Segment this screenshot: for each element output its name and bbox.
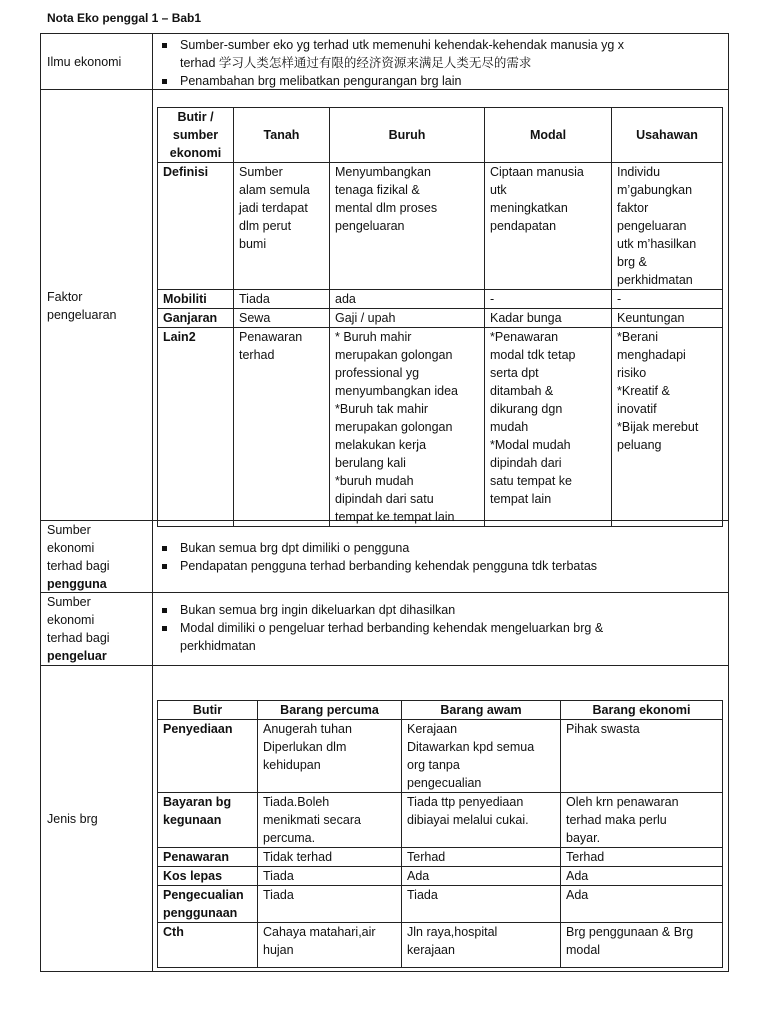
column-header: Barang awam	[402, 701, 561, 720]
table-cell: Tiada ttp penyediaan dibiayai melalui cukai.	[402, 793, 561, 848]
table-cell: -	[485, 290, 612, 309]
table-cell: * Buruh mahir merupakan golongan professional yg menyumbangkan idea *Buruh tak mahir merupakan golongan melakukan kerja berulang kali *buruh mudah dipindah dari satu tempat ke tempat lain	[330, 328, 485, 527]
row-label-sumber-pengeluar	[47, 593, 147, 665]
faktor-pengeluaran-table	[157, 107, 723, 527]
row-header-cell: Lain2	[158, 328, 234, 527]
table-row	[158, 290, 723, 309]
header-row	[158, 701, 723, 720]
table-cell: -	[612, 290, 723, 309]
table-cell: Oleh krn penawaran terhad maka perlu bayar.	[561, 793, 723, 848]
table-cell: *Penawaran modal tdk tetap serta dpt ditambah & dikurang dgn mudah *Modal mudah dipindah dari satu tempat ke tempat lain	[485, 328, 612, 527]
table-cell: Penawaran terhad	[234, 328, 330, 527]
table-cell: Ada	[561, 867, 723, 886]
table-cell: Ada	[561, 886, 723, 923]
label-text: Sumber ekonomi terhad bagi	[47, 595, 110, 645]
table-cell: Tiada	[258, 886, 402, 923]
bullet-item: Pendapatan pengguna terhad berbanding kehendak pengguna tdk terbatas	[159, 557, 679, 575]
table-row	[158, 848, 723, 867]
row-header-cell: Penawaran	[158, 848, 258, 867]
table-row	[158, 163, 723, 290]
row-header-cell: Penyediaan	[158, 720, 258, 793]
row-label-jenis-brg: Jenis brg	[47, 812, 98, 826]
row-header-cell: Ganjaran	[158, 309, 234, 328]
row-label-ilmu-ekonomi: Ilmu ekonomi	[47, 55, 122, 69]
label-text: Sumber ekonomi terhad bagi	[47, 523, 110, 573]
label-bold: pengguna	[47, 577, 107, 591]
column-header: Barang percuma	[258, 701, 402, 720]
table-cell: Terhad	[561, 848, 723, 867]
table-row	[158, 867, 723, 886]
column-header: Tanah	[234, 108, 330, 163]
table-cell: Individu m’gabungkan faktor pengeluaran utk m’hasilkan brg & perkhidmatan	[612, 163, 723, 290]
row-header-cell: Mobiliti	[158, 290, 234, 309]
table-row	[158, 720, 723, 793]
row-header-cell: Kos lepas	[158, 867, 258, 886]
column-divider	[152, 34, 153, 971]
table-cell: Tiada	[258, 867, 402, 886]
table-cell: Sewa	[234, 309, 330, 328]
table-cell: Tiada	[234, 290, 330, 309]
table-cell: Pihak swasta	[561, 720, 723, 793]
column-header: Buruh	[330, 108, 485, 163]
table-cell: Anugerah tuhan Diperlukan dlm kehidupan	[258, 720, 402, 793]
bullet-item: Bukan semua brg ingin dikeluarkan dpt dihasilkan	[159, 601, 679, 619]
table-cell: Tiada.Boleh menikmati secara percuma.	[258, 793, 402, 848]
row-header-cell: Pengecualian penggunaan	[158, 886, 258, 923]
table-cell: Tiada	[402, 886, 561, 923]
table-cell: Tidak terhad	[258, 848, 402, 867]
row-label-faktor-pengeluaran: Faktor pengeluaran	[47, 290, 117, 322]
document-title: Nota Eko penggal 1 – Bab1	[47, 11, 202, 25]
column-header: Barang ekonomi	[561, 701, 723, 720]
column-header: Butir / sumber ekonomi	[158, 108, 234, 163]
table-cell: ada	[330, 290, 485, 309]
table-cell: Ciptaan manusia utk meningkatkan pendapatan	[485, 163, 612, 290]
table-cell: Gaji / upah	[330, 309, 485, 328]
row-header-cell: Bayaran bg kegunaan	[158, 793, 258, 848]
table-cell: *Berani menghadapi risiko *Kreatif & inovatif *Bijak merebut peluang	[612, 328, 723, 527]
bullet-item: Modal dimiliki o pengeluar terhad berbanding kehendak mengeluarkan brg & perkhidmatan	[159, 619, 679, 655]
table-cell: Cahaya matahari,air hujan	[258, 923, 402, 968]
table-cell: Sumber alam semula jadi terdapat dlm perut bumi	[234, 163, 330, 290]
row-label-sumber-pengguna	[47, 521, 147, 593]
table-cell: Keuntungan	[612, 309, 723, 328]
table-cell: Terhad	[402, 848, 561, 867]
row-header-cell: Cth	[158, 923, 258, 968]
label-bold: pengeluar	[47, 649, 107, 663]
bullet-item: Sumber-sumber eko yg terhad utk memenuhi kehendak-kehendak manusia yg x terhad 学习人类怎样通过有限的经济资源来满足人类无尽的需求	[159, 36, 679, 72]
row-header-cell: Definisi	[158, 163, 234, 290]
row-divider	[41, 665, 728, 666]
column-header: Usahawan	[612, 108, 723, 163]
table-row	[158, 886, 723, 923]
bullet-list-pengguna	[159, 539, 679, 575]
table-cell: Ada	[402, 867, 561, 886]
bullet-item: Bukan semua brg dpt dimiliki o pengguna	[159, 539, 679, 557]
table-row	[158, 309, 723, 328]
column-header: Butir	[158, 701, 258, 720]
column-header: Modal	[485, 108, 612, 163]
bullet-item: Penambahan brg melibatkan pengurangan brg lain	[159, 72, 679, 90]
table-cell: Jln raya,hospital kerajaan	[402, 923, 561, 968]
bullet-list-pengeluar	[159, 601, 679, 655]
table-cell: Menyumbangkan tenaga fizikal & mental dlm proses pengeluaran	[330, 163, 485, 290]
table-row	[158, 923, 723, 968]
jenis-brg-table	[157, 700, 723, 968]
table-cell: Kerajaan Ditawarkan kpd semua org tanpa pengecualian	[402, 720, 561, 793]
header-row	[158, 108, 723, 163]
table-row	[158, 793, 723, 848]
table-cell: Brg penggunaan & Brg modal	[561, 923, 723, 968]
table-cell: Kadar bunga	[485, 309, 612, 328]
bullet-list-ilmu-ekonomi	[159, 36, 679, 90]
table-row	[158, 328, 723, 527]
